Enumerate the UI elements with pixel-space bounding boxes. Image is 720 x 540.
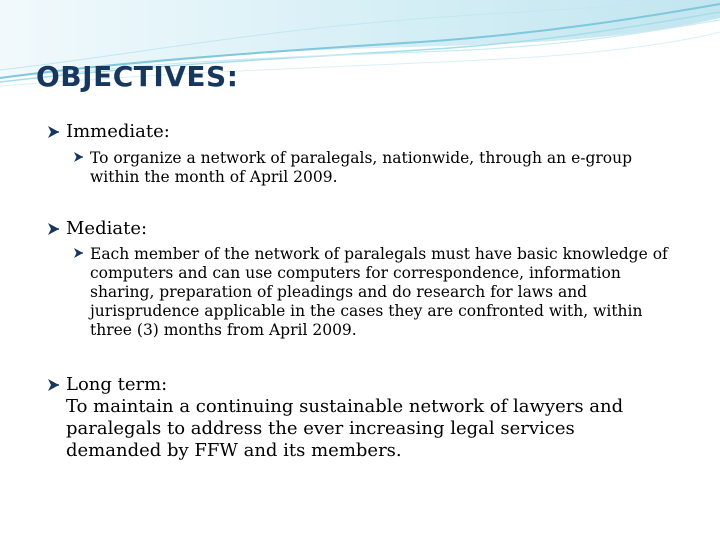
bullet-heading: Mediate: bbox=[66, 218, 148, 239]
bullet-heading: Immediate: bbox=[66, 121, 170, 142]
header-wave-decoration bbox=[0, 0, 720, 110]
bullet-heading: Long term: bbox=[66, 374, 168, 395]
arrow-bullet-icon bbox=[73, 247, 84, 259]
sub-bullet-mediate bbox=[73, 245, 683, 340]
arrow-bullet-icon bbox=[47, 125, 60, 139]
arrow-bullet-icon bbox=[47, 222, 60, 236]
bullet-long-term bbox=[47, 374, 667, 462]
arrow-bullet-icon bbox=[47, 378, 60, 392]
slide-title: OBJECTIVES: bbox=[36, 60, 239, 93]
bullet-mediate bbox=[47, 218, 147, 240]
sub-bullet-text: To organize a network of paralegals, nationwide, through an e-group within the month of April 2009. bbox=[90, 149, 633, 186]
long-term-body: To maintain a continuing sustainable network of lawyers and paralegals to address the ever increasing legal services demanded by FFW and its members. bbox=[66, 396, 624, 461]
long-term-block bbox=[66, 374, 667, 462]
bullet-immediate bbox=[47, 121, 170, 143]
arrow-bullet-icon bbox=[73, 151, 84, 163]
sub-bullet-text: Each member of the network of paralegals must have basic knowledge of computers and can use computers for correspondence, information sharing, preparation of pleadings and do research for laws and jurisprudence applicable in the cases they are confronted with, within three (3) months from April 2009. bbox=[90, 245, 668, 339]
sub-bullet-immediate bbox=[73, 149, 653, 187]
